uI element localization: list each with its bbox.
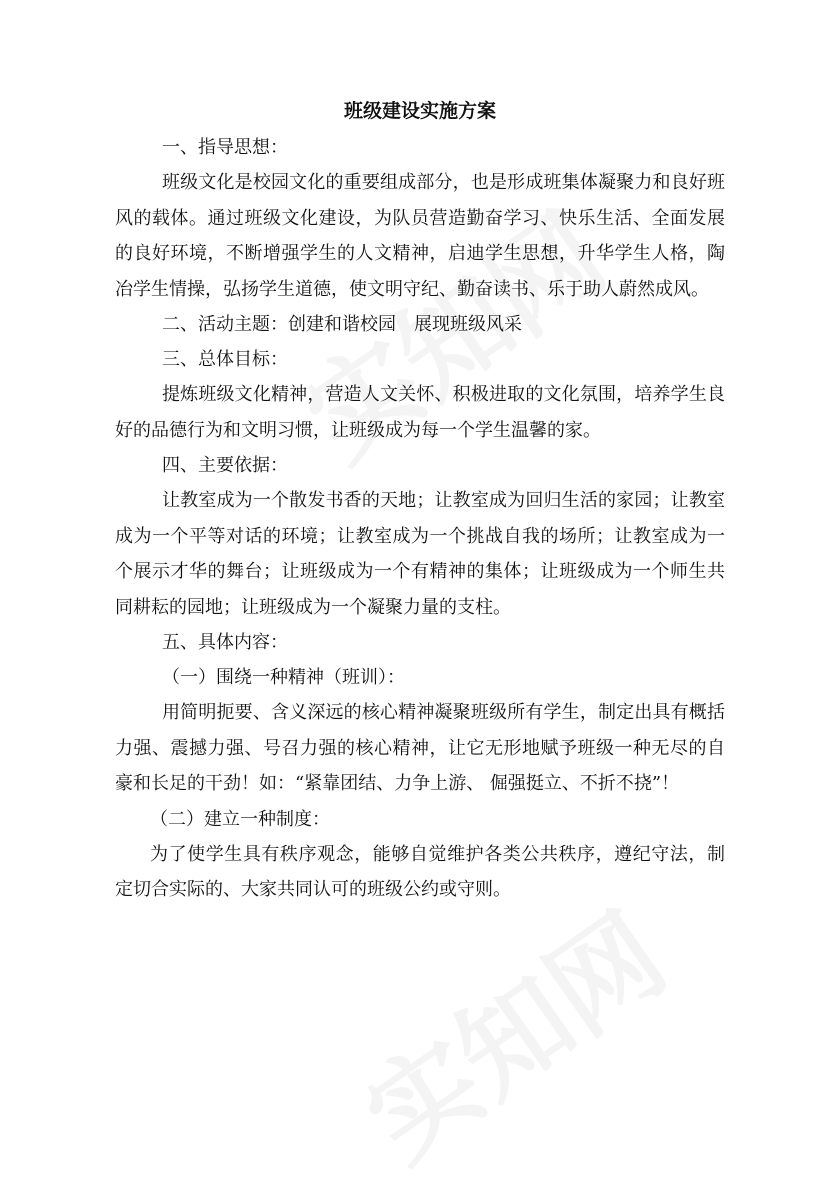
section-heading-guiding-ideology: 一、指导思想： [162,137,288,158]
watermark-bottom [330,871,691,1189]
paragraph-spirit: 用简明扼要、含义深远的核心精神凝聚班级所有学生，制定出具有概括力强、震撼力强、号召力强的核心精神，让它无形地赋予班级一种无尽的自豪和长足的干劲！如：“紧靠团结、力争上游、 倔强挺立、不折不挠”！ [115,702,725,794]
subsection-heading-system: （二）建立一种制度： [150,808,330,830]
paragraph-guiding-ideology: 班级文化是校园文化的重要组成部分，也是形成班集体凝聚力和良好班风的载体。通过班级文化建设，为队员营造勤奋学习、快乐生活、全面发展的良好环境，不断增强学生的人文精神，启迪学生思想，升华学生人格，陶冶学生情操，弘扬学生道德，使文明守纪、勤奋读书、乐于助人蔚然成风。 [115,172,725,300]
section-heading-activity-theme: 二、活动主题：创建和谐校园 展现班级风采 [162,314,522,335]
subsection-heading-spirit: （一）围绕一种精神（班训）： [162,667,405,688]
section-heading-overall-goal: 三、总体目标： [162,349,288,370]
paragraph-system: 为了使学生具有秩序观念，能够自觉维护各类公共秩序，遵纪守法，制定切合实际的、大家共同认可的班级公约或守则。 [115,843,725,900]
paragraph-overall-goal: 提炼班级文化精神，营造人文关怀、积极进取的文化氛围，培养学生良好的品德行为和文明习惯，让班级成为每一个学生温馨的家。 [115,384,725,441]
paragraph-main-basis: 让教室成为一个散发书香的天地；让教室成为回归生活的家园；让教室成为一个平等对话的环境；让教室成为一个挑战自我的场所；让教室成为一个展示才华的舞台；让班级成为一个有精神的集体；让班级成为一个师生共同耕耘的园地；让班级成为一个凝聚力量的支柱。 [115,490,725,618]
section-heading-main-basis: 四、主要依据： [162,455,288,476]
document-body [115,92,725,908]
section-heading-specific-content: 五、具体内容： [162,632,288,653]
document-title: 班级建设实施方案 [343,100,496,122]
